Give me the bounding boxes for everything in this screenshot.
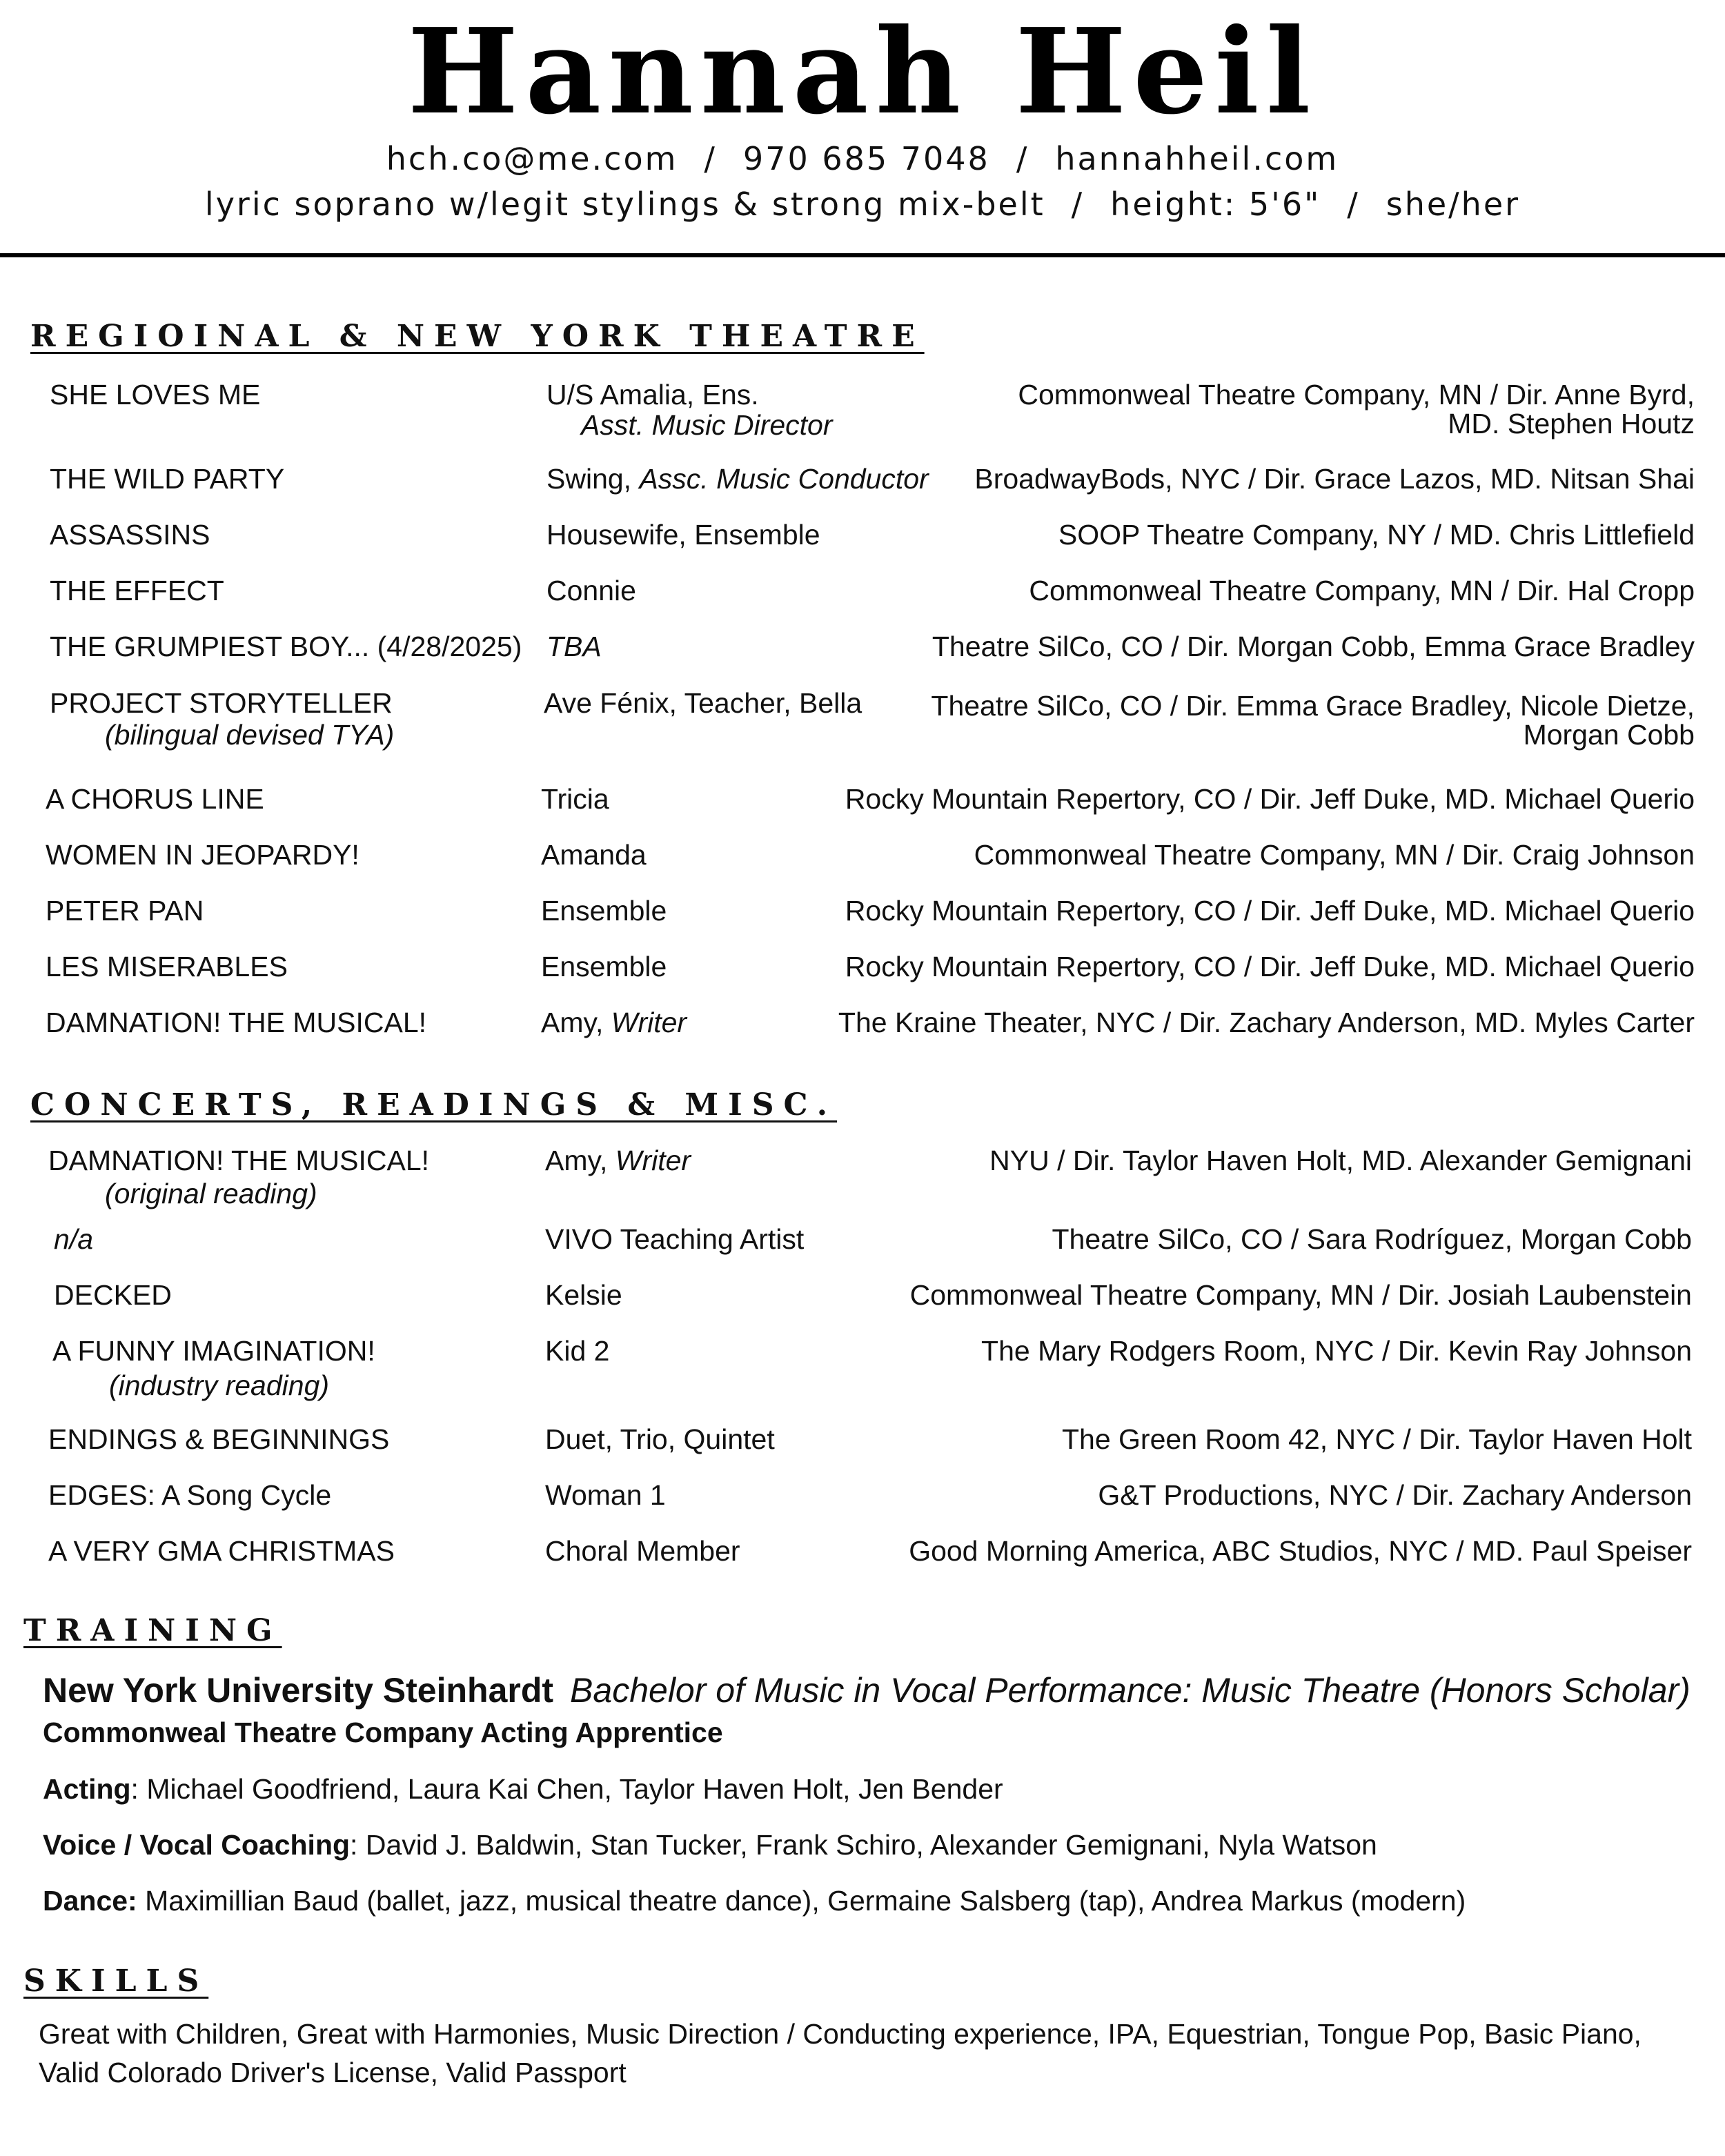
- venue: Commonweal Theatre Company, MN / Dir. Craig Johnson: [974, 839, 1695, 871]
- role: TBA: [546, 631, 602, 662]
- venue: The Mary Rodgers Room, NYC / Dir. Kevin Ray Johnson: [981, 1335, 1692, 1367]
- training-dance: [43, 1883, 1466, 1918]
- contact-line: [0, 138, 1725, 179]
- separator: /: [704, 140, 717, 177]
- height: height: 5'6": [1110, 186, 1321, 223]
- school-name: New York University Steinhardt: [43, 1671, 554, 1710]
- role-extra: Writer: [611, 1007, 687, 1038]
- voice-type: lyric soprano w/legit stylings & strong mix-belt: [204, 186, 1045, 223]
- separator: /: [1071, 186, 1085, 223]
- show-title: A FUNNY IMAGINATION!: [52, 1335, 375, 1367]
- show-title: THE GRUMPIEST BOY... (4/28/2025): [50, 631, 522, 662]
- role: Tricia: [541, 783, 609, 815]
- role: VIVO Teaching Artist: [545, 1223, 805, 1255]
- training-label: Dance:: [43, 1885, 137, 1917]
- show-title: A CHORUS LINE: [46, 783, 264, 815]
- show-note: (original reading): [105, 1178, 317, 1209]
- role: Choral Member: [545, 1535, 740, 1567]
- section-title-theatre: REGIOINAL & NEW YORK THEATRE: [30, 319, 925, 354]
- show-note: (bilingual devised TYA): [105, 719, 395, 751]
- venue: G&T Productions, NYC / Dir. Zachary Anderson: [1098, 1479, 1692, 1511]
- show-title: DAMNATION! THE MUSICAL!: [46, 1007, 427, 1038]
- show-title: PROJECT STORYTELLER: [50, 687, 393, 719]
- role: Kelsie: [545, 1279, 622, 1311]
- show-title: THE WILD PARTY: [50, 463, 285, 495]
- training-label: Voice / Vocal Coaching: [43, 1829, 351, 1861]
- role: [545, 1144, 691, 1177]
- skills-line: Valid Colorado Driver's License, Valid Passport: [39, 2057, 627, 2088]
- role: [541, 1006, 687, 1039]
- degree: Bachelor of Music in Vocal Performance: Music Theatre (Honors Scholar): [570, 1671, 1690, 1710]
- show-title: WOMEN IN JEOPARDY!: [46, 839, 359, 871]
- training-teachers: Maximillian Baud (ballet, jazz, musical theatre dance), Germaine Salsberg (tap), Andrea Markus (modern): [137, 1885, 1466, 1917]
- email[interactable]: hch.co@me.com: [386, 140, 678, 177]
- role-name: Amy,: [545, 1145, 615, 1176]
- degree-line: [43, 1670, 1690, 1711]
- header-divider: [0, 253, 1725, 257]
- role-extra: Assc. Music Conductor: [639, 463, 929, 495]
- show-title: ENDINGS & BEGINNINGS: [48, 1423, 390, 1455]
- role: Duet, Trio, Quintet: [545, 1423, 775, 1455]
- skills-list: [39, 2015, 1695, 2092]
- venue: Theatre SilCo, CO / Sara Rodríguez, Morgan Cobb: [1052, 1223, 1692, 1255]
- section-title-concerts: CONCERTS, READINGS & MISC.: [30, 1087, 838, 1122]
- role: Ave Fénix, Teacher, Bella: [544, 687, 862, 719]
- show-title: DAMNATION! THE MUSICAL!: [48, 1145, 430, 1176]
- show-title: LES MISERABLES: [46, 951, 288, 982]
- vitals-line: [0, 184, 1725, 225]
- venue: Rocky Mountain Repertory, CO / Dir. Jeff Duke, MD. Michael Querio: [845, 951, 1695, 982]
- venue: Theatre SilCo, CO / Dir. Morgan Cobb, Emma Grace Bradley: [931, 631, 1695, 662]
- training-acting: [43, 1772, 1003, 1806]
- role: Housewife, Ensemble: [546, 519, 820, 551]
- show-note: (industry reading): [109, 1369, 330, 1401]
- role: Woman 1: [545, 1479, 666, 1511]
- venue: Rocky Mountain Repertory, CO / Dir. Jeff Duke, MD. Michael Querio: [845, 783, 1695, 815]
- role: Ensemble: [541, 895, 667, 927]
- show-title: n/a: [54, 1223, 93, 1255]
- venue: The Kraine Theater, NYC / Dir. Zachary Anderson, MD. Myles Carter: [838, 1007, 1695, 1038]
- role: U/S Amalia, Ens.: [546, 379, 759, 411]
- section-title-skills: SKILLS: [23, 1964, 209, 1999]
- apprenticeship: Commonweal Theatre Company Acting Apprentice: [43, 1717, 723, 1748]
- skills-line: Great with Children, Great with Harmonies, Music Direction / Conducting experience, IPA, Equestrian, Tongue Pop, Basic Piano,: [39, 2018, 1642, 2050]
- phone[interactable]: 970 685 7048: [742, 140, 990, 177]
- venue: Commonweal Theatre Company, MN / Dir. Hal Cropp: [1029, 575, 1695, 606]
- venue: BroadwayBods, NYC / Dir. Grace Lazos, MD. Nitsan Shai: [974, 463, 1695, 495]
- show-title: PETER PAN: [46, 895, 204, 927]
- show-title: DECKED: [54, 1279, 172, 1311]
- role-name: Amy,: [541, 1007, 611, 1038]
- venue: Good Morning America, ABC Studios, NYC / MD. Paul Speiser: [909, 1535, 1692, 1567]
- role: Connie: [546, 575, 636, 606]
- show-title: A VERY GMA CHRISTMAS: [48, 1535, 395, 1567]
- role: Amanda: [541, 839, 647, 871]
- pronouns: she/her: [1386, 186, 1521, 223]
- performer-name: Hannah Heil: [407, 3, 1318, 141]
- venue: The Green Room 42, NYC / Dir. Taylor Haven Holt: [1062, 1423, 1692, 1455]
- venue: Commonweal Theatre Company, MN / Dir. Josiah Laubenstein: [909, 1279, 1692, 1311]
- show-title: ASSASSINS: [50, 519, 210, 551]
- venue-continued: Morgan Cobb: [1523, 719, 1695, 751]
- role-name: Swing,: [546, 463, 640, 495]
- role: Kid 2: [545, 1335, 610, 1367]
- separator: /: [1347, 186, 1360, 223]
- venue: NYU / Dir. Taylor Haven Holt, MD. Alexander Gemignani: [989, 1145, 1692, 1176]
- role: [546, 462, 929, 495]
- section-title-training: TRAINING: [23, 1613, 282, 1648]
- training-teachers: : Michael Goodfriend, Laura Kai Chen, Taylor Haven Holt, Jen Bender: [130, 1773, 1003, 1805]
- show-title: EDGES: A Song Cycle: [48, 1479, 332, 1511]
- role-note: Asst. Music Director: [581, 409, 833, 441]
- role: Ensemble: [541, 951, 667, 982]
- venue: Rocky Mountain Repertory, CO / Dir. Jeff Duke, MD. Michael Querio: [845, 895, 1695, 927]
- venue: Commonweal Theatre Company, MN / Dir. Anne Byrd,: [1018, 379, 1695, 411]
- role-extra: Writer: [615, 1145, 691, 1176]
- separator: /: [1016, 140, 1029, 177]
- training-voice: [43, 1828, 1377, 1862]
- show-title: THE EFFECT: [50, 575, 224, 606]
- venue: SOOP Theatre Company, NY / MD. Chris Littlefield: [1058, 519, 1695, 551]
- website[interactable]: hannahheil.com: [1055, 140, 1339, 177]
- training-label: Acting: [43, 1773, 131, 1805]
- venue-continued: MD. Stephen Houtz: [1448, 408, 1695, 439]
- show-title: SHE LOVES ME: [50, 379, 261, 411]
- training-teachers: : David J. Baldwin, Stan Tucker, Frank Schiro, Alexander Gemignani, Nyla Watson: [350, 1829, 1377, 1861]
- venue: Theatre SilCo, CO / Dir. Emma Grace Bradley, Nicole Dietze,: [931, 690, 1695, 722]
